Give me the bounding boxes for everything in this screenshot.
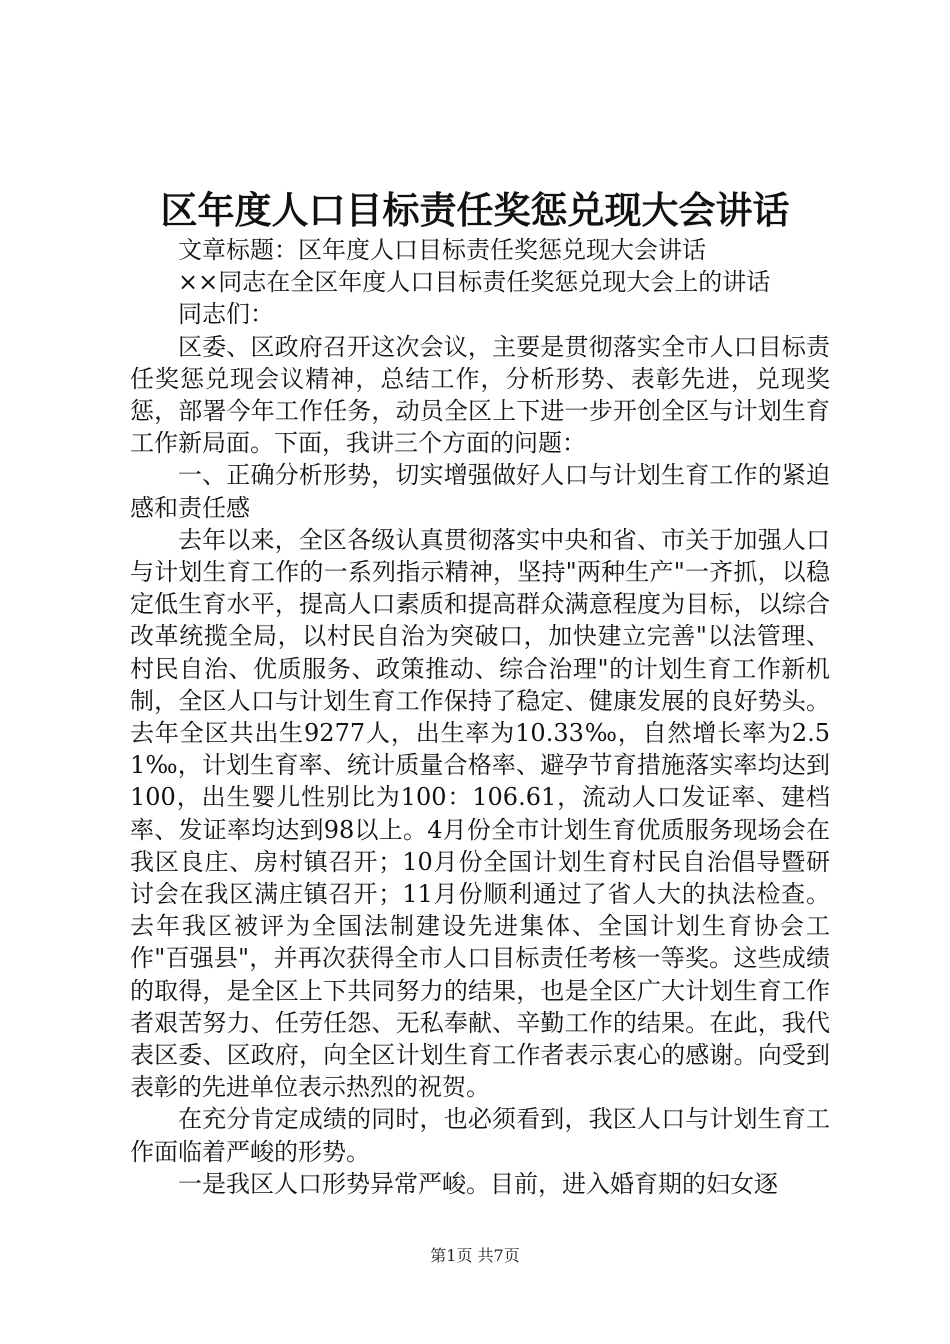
- article-title-line: 文章标题：区年度人口目标责任奖惩兑现大会讲话: [178, 236, 706, 264]
- page-footer: 第1页 共7页: [430, 1246, 520, 1265]
- document-title: 区年度人口目标责任奖惩兑现大会讲话: [160, 188, 790, 232]
- paragraph-intro: 区委、区政府召开这次会议，主要是贯彻落实全市人口目标责任奖惩兑现会议精神，总结工作，分析形势、表彰先进，兑现奖惩，部署今年工作任务，动员全区上下进一步开创全区与计划生育工作新局面。下面，我讲三个方面的问题：: [130, 332, 830, 458]
- document-body: [130, 234, 830, 1200]
- salutation: 同志们：: [178, 300, 274, 329]
- paragraph-point-one: 一是我区人口形势异常严峻。目前，进入婚育期的妇女逐: [178, 1169, 778, 1198]
- section-heading-1: 一、正确分析形势，切实增强做好人口与计划生育工作的紧迫感和责任感: [130, 461, 830, 522]
- paragraph-achievements: 去年以来，全区各级认真贯彻落实中央和省、市关于加强人口与计划生育工作的一系列指示精神，坚持"两种生产"一齐抓，以稳定低生育水平，提高人口素质和提高群众满意程度为目标，以综合改革统揽全局，以村民自治为突破口，加快建立完善"以法管理、村民自治、优质服务、政策推动、综合治理"的计划生育工作新机制，全区人口与计划生育工作保持了稳定、健康发展的良好势头。去年全区共出生9277人，出生率为10.33‰，自然增长率为2.51‰，计划生育率、统计质量合格率、避孕节育措施落实率均达到100，出生婴儿性别比为100：106.61，流动人口发证率、建档率、发证率均达到98以上。4月份全市计划生育优质服务现场会在我区良庄、房村镇召开；10月份全国计划生育村民自治倡导暨研讨会在我区满庄镇召开；11月份顺利通过了省人大的执法检查。去年我区被评为全国法制建设先进集体、全国计划生育协会工作"百强县"，并再次获得全市人口目标责任考核一等奖。这些成绩的取得，是全区上下共同努力的结果，也是全区广大计划生育工作者艰苦努力、任劳任怨、无私奉献、辛勤工作的结果。在此，我代表区委、区政府，向全区计划生育工作者表示衷心的感谢。向受到表彰的先进单位表示热烈的祝贺。: [130, 525, 830, 1102]
- speaker-line: ××同志在全区年度人口目标责任奖惩兑现大会上的讲话: [178, 268, 771, 297]
- paragraph-situation: 在充分肯定成绩的同时，也必须看到，我区人口与计划生育工作面临着严峻的形势。: [130, 1105, 830, 1166]
